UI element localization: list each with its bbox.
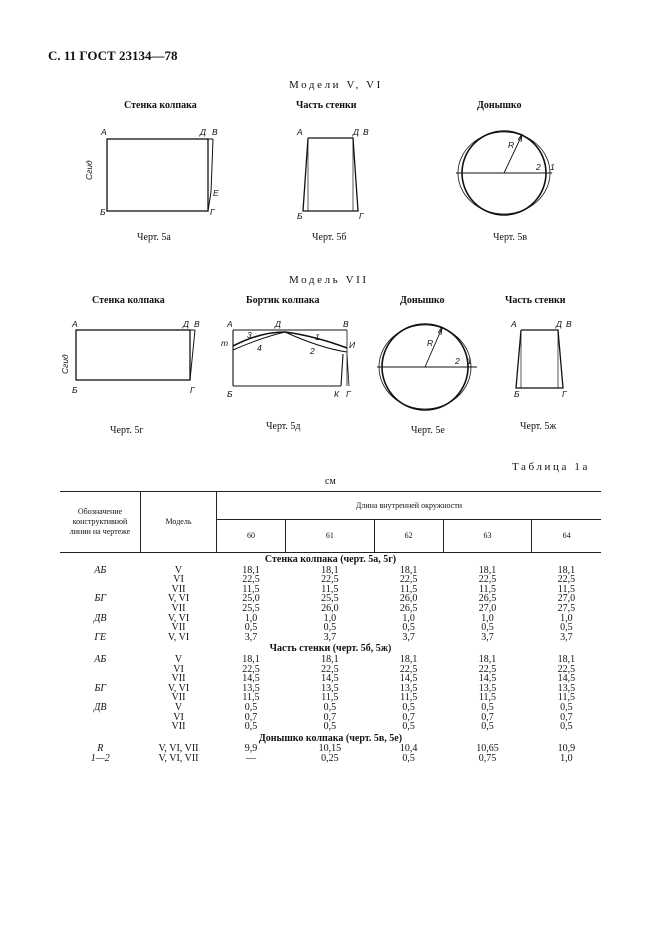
fig-5a-title: Стенка колпака	[124, 100, 197, 111]
cell-value: 13,5	[557, 682, 576, 694]
cell-value: 3,7	[560, 631, 573, 643]
fig-5a-label-e: Е	[213, 188, 219, 198]
fig-5a-label-a: А	[101, 127, 107, 137]
fig-5v-title: Донышко	[477, 100, 522, 111]
table-unit: см	[325, 476, 336, 487]
cell-value: 13,5	[321, 682, 339, 694]
fig-5v-label-1: 1	[550, 162, 555, 172]
cell-model: V	[174, 701, 183, 713]
cell-value: 0,5	[323, 701, 337, 713]
fig-5d-label-k: К	[334, 389, 340, 399]
drawing-5v	[450, 118, 560, 230]
fig-5e-label-2: 2	[455, 356, 460, 366]
cell-value: 0,5	[244, 622, 258, 634]
cell-value: 11,5	[321, 692, 339, 704]
cell-value: 0,5	[402, 721, 415, 733]
table-row	[60, 633, 601, 643]
cell-value: 11,5	[242, 692, 260, 704]
cell-value: 18,1	[321, 653, 339, 665]
col-header-model: Модель	[141, 492, 217, 553]
col-header-size: 61	[285, 520, 374, 553]
cell-line: АБ	[94, 653, 107, 665]
col-header-size: 64	[532, 520, 601, 553]
cell-line: БГ	[94, 593, 107, 605]
cell-value: 11,5	[478, 692, 497, 704]
cell-value: 22,5	[478, 574, 497, 586]
fig-5a-label-d: Д	[200, 127, 206, 137]
fig-5v-caption: Черт. 5в	[493, 232, 528, 243]
cell-value: 25,5	[321, 593, 339, 605]
cell-value: 18,1	[478, 564, 497, 576]
cell-value: 13,5	[478, 682, 497, 694]
drawing-5g	[70, 318, 210, 398]
fig-5g-title: Стенка колпака	[92, 295, 165, 306]
cell-value: 18,1	[321, 564, 339, 576]
cell-value: 14,5	[478, 673, 497, 685]
fig-5g-label-b: Б	[72, 385, 78, 395]
cell-value: 18,1	[557, 653, 576, 665]
cell-value: 10,9	[557, 743, 576, 755]
fig-5b-label-v: В	[363, 127, 369, 137]
cell-value: 0,5	[244, 701, 258, 713]
cell-value: 0,75	[478, 752, 497, 764]
cell-model: VII	[171, 721, 186, 733]
cell-model: VI	[173, 711, 184, 723]
cell-value: 22,5	[399, 574, 418, 586]
cell-value: 0,5	[402, 622, 415, 634]
fig-5b-label-d: Д	[353, 127, 359, 137]
fig-5d-label-4: 4	[257, 343, 262, 353]
fig-5g-label-d: Д	[183, 319, 189, 329]
fig-5d-label-g: Г	[346, 389, 351, 399]
cell-value: 10,15	[318, 743, 342, 755]
cell-value: 0,7	[560, 711, 573, 723]
cell-value: 11,5	[478, 583, 497, 595]
cell-value: 0,5	[481, 701, 494, 713]
cell-value: 0,25	[321, 752, 339, 764]
cell-model: VII	[171, 602, 186, 614]
cell-value: 22,5	[399, 663, 418, 675]
fig-5d-label-d: Д	[275, 319, 281, 329]
cell-value: 14,5	[242, 673, 260, 685]
fig-5a-label-sgid: Сгид	[84, 160, 94, 180]
cell-value: 18,1	[399, 653, 418, 665]
fig-5zh-label-v: В	[566, 319, 572, 329]
cell-value: 14,5	[321, 673, 339, 685]
cell-value: 18,1	[242, 653, 260, 665]
cell-line: ГЕ	[94, 631, 107, 643]
fig-5d-label-b: Б	[227, 389, 233, 399]
cell-model: VII	[171, 673, 186, 685]
page-header: С. 11 ГОСТ 23134—78	[48, 48, 178, 63]
cell-line: R	[97, 743, 104, 755]
cell-value: 22,5	[321, 663, 339, 675]
cell-value: 11,5	[400, 583, 418, 595]
cell-value: 1,0	[402, 612, 415, 624]
col-header-line: Обозначение конструктивной линии на чертеже	[60, 492, 141, 553]
fig-5g-label-g: Г	[190, 385, 195, 395]
fig-5g-label-a: А	[72, 319, 78, 329]
cell-value: 3,7	[323, 631, 337, 643]
cell-model: V, VI	[167, 682, 190, 694]
fig-5a-label-v: В	[212, 127, 218, 137]
cell-model: V, VI, VII	[158, 743, 199, 755]
table-row	[60, 754, 601, 764]
cell-value: 0,7	[402, 711, 415, 723]
cell-value: 11,5	[557, 692, 575, 704]
cell-model: VII	[171, 583, 186, 595]
cell-value: 0,5	[560, 721, 573, 733]
cell-model: VI	[173, 663, 184, 675]
fig-5d-label-1: 1	[315, 332, 320, 342]
cell-value: 11,5	[242, 583, 260, 595]
cell-model: VI	[173, 574, 184, 586]
cell-line: АБ	[94, 564, 107, 576]
cell-value: 3,7	[244, 631, 258, 643]
cell-model: V, VI	[167, 612, 190, 624]
cell-value: 22,5	[557, 663, 576, 675]
cell-line	[60, 713, 141, 723]
cell-model: V	[174, 653, 183, 665]
table-section-title: Стенка колпака (черт. 5а, 5г)	[264, 554, 397, 565]
cell-value: 22,5	[321, 574, 339, 586]
cell-value: 0,5	[244, 721, 258, 733]
fig-5zh-caption: Черт. 5ж	[520, 421, 557, 432]
cell-value: 0,5	[560, 622, 573, 634]
cell-value: —	[245, 752, 256, 764]
cell-line: ДВ	[94, 701, 107, 713]
fig-5b-title: Часть стенки	[296, 100, 357, 111]
cell-line	[60, 575, 141, 585]
section-title-model-vii: Модель VII	[289, 274, 369, 286]
col-header-size: 63	[443, 520, 532, 553]
fig-5b-caption: Черт. 5б	[312, 232, 347, 243]
cell-value: 0,5	[481, 622, 494, 634]
cell-value: 11,5	[557, 583, 575, 595]
cell-value: 26,0	[399, 593, 418, 605]
table-section-title: Часть стенки (черт. 5б, 5ж)	[269, 643, 392, 655]
cell-value: 27,0	[478, 602, 497, 614]
table-section-row	[60, 553, 601, 566]
table-row	[60, 722, 601, 732]
fig-5g-label-v: В	[194, 319, 200, 329]
cell-value: 0,7	[323, 711, 337, 723]
cell-value: 26,0	[321, 602, 339, 614]
fig-5zh-label-b: Б	[514, 389, 520, 399]
fig-5d-label-v: В	[343, 319, 349, 329]
cell-value: 27,0	[557, 593, 576, 605]
fig-5d-title: Бортик колпака	[246, 295, 320, 306]
fig-5e-title: Донышко	[400, 295, 445, 306]
fig-5d-label-t: т	[221, 338, 229, 348]
fig-5e-label-r: R	[427, 338, 434, 348]
cell-value: 18,1	[399, 564, 418, 576]
cell-value: 22,5	[557, 574, 576, 586]
fig-5b-label-b: Б	[297, 211, 303, 221]
cell-value: 25,0	[242, 593, 260, 605]
cell-value: 26,5	[399, 602, 418, 614]
fig-5v-label-2: 2	[536, 162, 541, 172]
cell-value: 0,7	[244, 711, 258, 723]
cell-value: 1,0	[481, 612, 494, 624]
drawing-5a	[90, 120, 230, 225]
cell-value: 1,0	[244, 612, 258, 624]
fig-5a-label-b: Б	[100, 207, 106, 217]
cell-model: V, VI, VII	[158, 752, 199, 764]
fig-5d-label-i: И	[349, 340, 356, 350]
fig-5zh-label-a: А	[511, 319, 517, 329]
table-section-title: Донышко колпака (черт. 5в, 5е)	[258, 732, 403, 744]
cell-value: 25,5	[242, 602, 260, 614]
fig-5zh-label-d: Д	[556, 319, 562, 329]
cell-line: БГ	[94, 682, 107, 694]
col-header-size: 60	[217, 520, 286, 553]
cell-model: V, VI	[167, 631, 190, 643]
fig-5zh-title: Часть стенки	[505, 295, 566, 306]
cell-value: 0,5	[402, 701, 415, 713]
cell-value: 22,5	[242, 574, 260, 586]
cell-value: 18,1	[478, 653, 497, 665]
fig-5g-label-sgid: Сгид	[60, 354, 70, 374]
table-title: Таблица 1а	[512, 461, 590, 473]
fig-5b-label-a: А	[297, 127, 303, 137]
cell-value: 11,5	[400, 692, 418, 704]
cell-value: 10,65	[476, 743, 499, 755]
table-body	[60, 553, 601, 764]
data-table	[60, 491, 601, 763]
fig-5d-label-3: 3	[247, 330, 252, 340]
cell-value: 22,5	[478, 663, 497, 675]
cell-line	[60, 722, 141, 732]
cell-value: 14,5	[557, 673, 576, 685]
cell-value: 13,5	[399, 682, 418, 694]
cell-value: 3,7	[402, 631, 415, 643]
cell-value: 0,5	[323, 721, 337, 733]
fig-5g-caption: Черт. 5г	[110, 425, 144, 436]
fig-5b-label-g: Г	[359, 211, 364, 221]
cell-model: VII	[171, 692, 186, 704]
cell-value: 9,9	[244, 743, 258, 755]
cell-value: 18,1	[242, 564, 260, 576]
cell-value: 0,5	[402, 752, 415, 764]
col-header-size: 62	[374, 520, 443, 553]
cell-value: 13,5	[242, 682, 260, 694]
cell-line: ДВ	[94, 612, 107, 624]
cell-value: 0,5	[560, 701, 573, 713]
fig-5v-label-r: R	[508, 140, 515, 150]
cell-model: VII	[171, 622, 186, 634]
cell-value: 0,5	[323, 622, 337, 634]
fig-5e-caption: Черт. 5е	[411, 425, 445, 436]
cell-model: V	[174, 564, 183, 576]
fig-5d-label-2: 2	[310, 346, 315, 356]
cell-value: 0,5	[481, 721, 494, 733]
cell-model: V, VI	[167, 593, 190, 605]
cell-value: 11,5	[321, 583, 339, 595]
cell-value: 0,7	[481, 711, 494, 723]
cell-value: 3,7	[481, 631, 494, 643]
cell-value: 10,4	[399, 743, 418, 755]
fig-5e-label-1: 1	[467, 356, 472, 366]
cell-value: 14,5	[399, 673, 418, 685]
section-title-models-v-vi: Модели V, VI	[289, 79, 383, 91]
cell-line: 1—2	[90, 752, 110, 764]
col-header-group: Длина внутренней окружности	[217, 492, 602, 520]
cell-value: 1,0	[323, 612, 337, 624]
cell-value: 27,5	[557, 602, 576, 614]
cell-value: 18,1	[557, 564, 576, 576]
cell-value: 22,5	[242, 663, 260, 675]
cell-value: 1,0	[560, 612, 573, 624]
fig-5a-label-g: Г	[210, 207, 215, 217]
drawing-5d	[225, 318, 355, 398]
cell-value: 26,5	[478, 593, 497, 605]
cell-line	[60, 665, 141, 675]
fig-5d-label-a: А	[227, 319, 233, 329]
cell-value: 1,0	[560, 752, 573, 764]
fig-5d-caption: Черт. 5д	[266, 421, 301, 432]
fig-5zh-label-g: Г	[562, 389, 567, 399]
fig-5a-caption: Черт. 5а	[137, 232, 171, 243]
